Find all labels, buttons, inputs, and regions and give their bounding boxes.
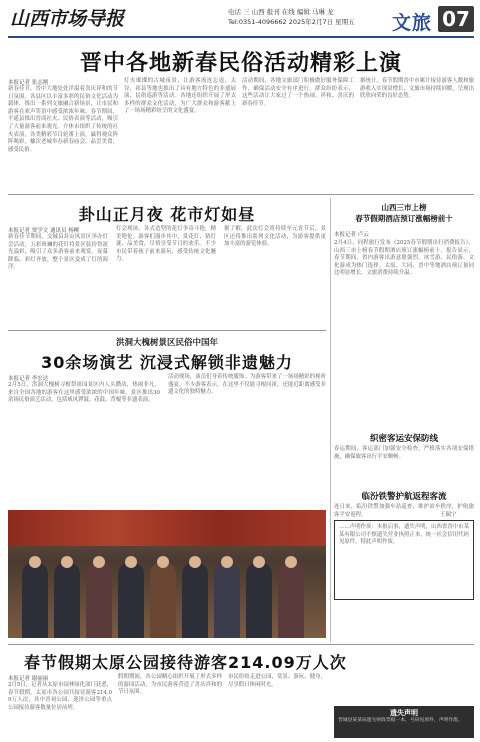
park-col-1: 2月5日，记者从太原市园林绿化部门获悉，春节假期，太原市各公园共接待游客214.09万人次，其中晋祠公园、迎泽公园等重点公园接待游客数量位居前列。 [8,682,112,711]
lantern-col-2: 灯会现场，各式造型的花灯争奇斗艳，精美绝伦。游客们漫步其中，赏花灯、猜灯谜、品美食，尽情享受节日的欢乐。不少市民带着孩子前来游玩，感受传统文化魅力。 [116,226,216,263]
svg-text:山西市场导报: 山西市场导报 [10,8,125,30]
notice-box [334,520,474,600]
right1-body: 2月4日，同程旅行发布《2025春节假期出行消费报告》，山西三市上榜春节假期酒店预订涨幅榜前十。报告显示，春节期间，省内游客出游意愿强烈，冰雪游、民俗游、文化游成为热门选择。太原、大同、晋中等地酒店预订量同比明显增长，文旅消费持续升温。 [334,240,474,277]
bao-col-2: 活动现场，演员们身着传统服饰，为游客带来了一场场精彩的视听盛宴。不少游客表示，在这里不仅能寻根问祖，还能近距离感受非遗文化的独特魅力。 [168,374,326,396]
lantern-byline: 本报记者 贾学文 通讯员 杨柳 [8,228,80,234]
group-photo [8,510,326,638]
main-col-2: 灯火璀璨的古城夜景，让游客流连忘返。太谷、祁县等地也推出了具有地方特色的非遗展演、民俗巡游等活动。各地还组织开展了形式多样的群众文化活动，为广大群众和游客献上了一场场精彩纷呈的文化盛宴。 [124,78,236,115]
divider-lantern [8,330,326,331]
right2-headline: 织密客运安保防线 [369,434,438,444]
lantern-headline: 卦山正月夜 花市灯如昼 [78,205,256,224]
main-col-4: 据统计，春节假期晋中市累计接待游客人数和旅游收入实现双增长，文旅市场持续回暖，呈现出欣欣向荣的良好态势。 [360,78,474,100]
section-name: 文旅 [392,12,433,34]
right1-byline: 本报记者 卢云 [334,232,369,238]
bao-kicker: 洪洞大槐树景区民俗中国年 [115,338,218,348]
park-col-2: 假期期间，各公园精心组织开展了形式多样的游园活动，为市民游客营造了喜庆祥和的节日氛围。 [118,674,222,696]
masthead-info [228,8,355,27]
masthead-info-line2: Tel:0351-4096662 2025年2月7日 星期五 [228,18,355,26]
park-byline: 本报记者 谢丽丽 [8,676,49,682]
right1-kicker: 山西三市上榜 [381,203,427,212]
photo-red-backdrop [8,510,326,546]
divider-main [8,194,474,195]
newspaper-logo [8,2,125,32]
footer-notice-title: 遗失声明 [390,709,418,717]
main-col-1: 新春佳节，晋中大地处处洋溢着喜庆祥和的节日氛围。各县区以丰富多彩的民俗文化活动为载体，推出一系列文旅融合新场景，让市民和游客在欢声笑语中感受浓浓年味。春节期间，平遥县推出晋商社火、民俗表演等活动，吸引了大量游客前来观光。介休市组织了传统的社火表演，各类精彩节目轮番上演，赢得观众阵阵喝彩。榆次老城举办新春庙会，品尝美食，感受民俗。 [8,86,118,153]
lantern-col-3: 据了解，此次灯会将持续至元宵节后，景区还将推出系列文化活动，为游客提供更加丰富的游览体验。 [224,226,326,248]
bao-col-1: 2月5日，洪洞大槐树寻根祭祖园景区内人头攒动，热闹非凡。来自全国各地的游客在这里感受浓浓的中国年味。景区推出30余场民俗演艺活动，包括威风锣鼓、花鼓、背棍等非遗表演。 [8,382,160,404]
masthead-rule [8,36,474,38]
park-headline: 春节假期太原公园接待游客214.09万人次 [24,653,347,672]
main-col-3: 活动期间，各地文旅部门积极做好服务保障工作，确保活动安全有序进行。群众纷纷表示，这些活动让大家过了一个热闹、祥和、喜庆的新春佳节。 [242,78,354,107]
main-headline: 晋中各地新春民俗活动精彩上演 [79,51,402,76]
notice-body: ……声明作废：本报启事，遗失声明，山西省晋中市某某有限公司不慎遗失营业执照正本，统一社会信用代码见原件，特此声明作废。 [339,524,469,546]
masthead-info-line1: 电话 三 山西 报刊 在线 编辑 马琳 龙 [228,8,334,16]
right3-byline: 王瑞宁 [440,512,457,518]
right2-body: 春运期间，客运部门加强安全检查，严格落实各项安保措施，确保旅客出行平安顺畅。 [334,446,474,460]
footer-notice-body: 晋城县某某局遗失财政票据一本，号码见原件，声明作废。 [338,718,463,723]
right1-headline: 春节假期酒店预订涨幅榜前十 [355,214,453,223]
right3-headline: 临汾铁警护航返程客流 [361,492,447,502]
footer-notice [334,706,474,738]
park-col-3: 市民纷纷走进公园，赏景、游玩、健身，尽享假日休闲时光。 [228,674,326,688]
masthead [0,0,480,40]
bao-headline: 30余场演艺 沉浸式解锁非遗魅力 [41,353,293,372]
right3-body: 连日来，临汾铁警加强车站巡查，维护站车秩序，护航旅客平安返程。 [334,504,474,518]
page-number: 07 [438,6,474,32]
divider-photo [8,644,474,645]
main-byline: 本报记者 张志刚 [8,80,49,86]
lantern-col-1: 新春佳节期间，交城县卦山风景区举办灯会活动，五彩斑斓的花灯将景区装扮得流光溢彩，吸引了众多游客前来观赏。夜幕降临，彩灯齐放，整个景区变成了灯的海洋。 [8,234,108,271]
right-column-rule [330,198,331,642]
bao-byline: 本报记者 李宏达 [8,376,49,382]
